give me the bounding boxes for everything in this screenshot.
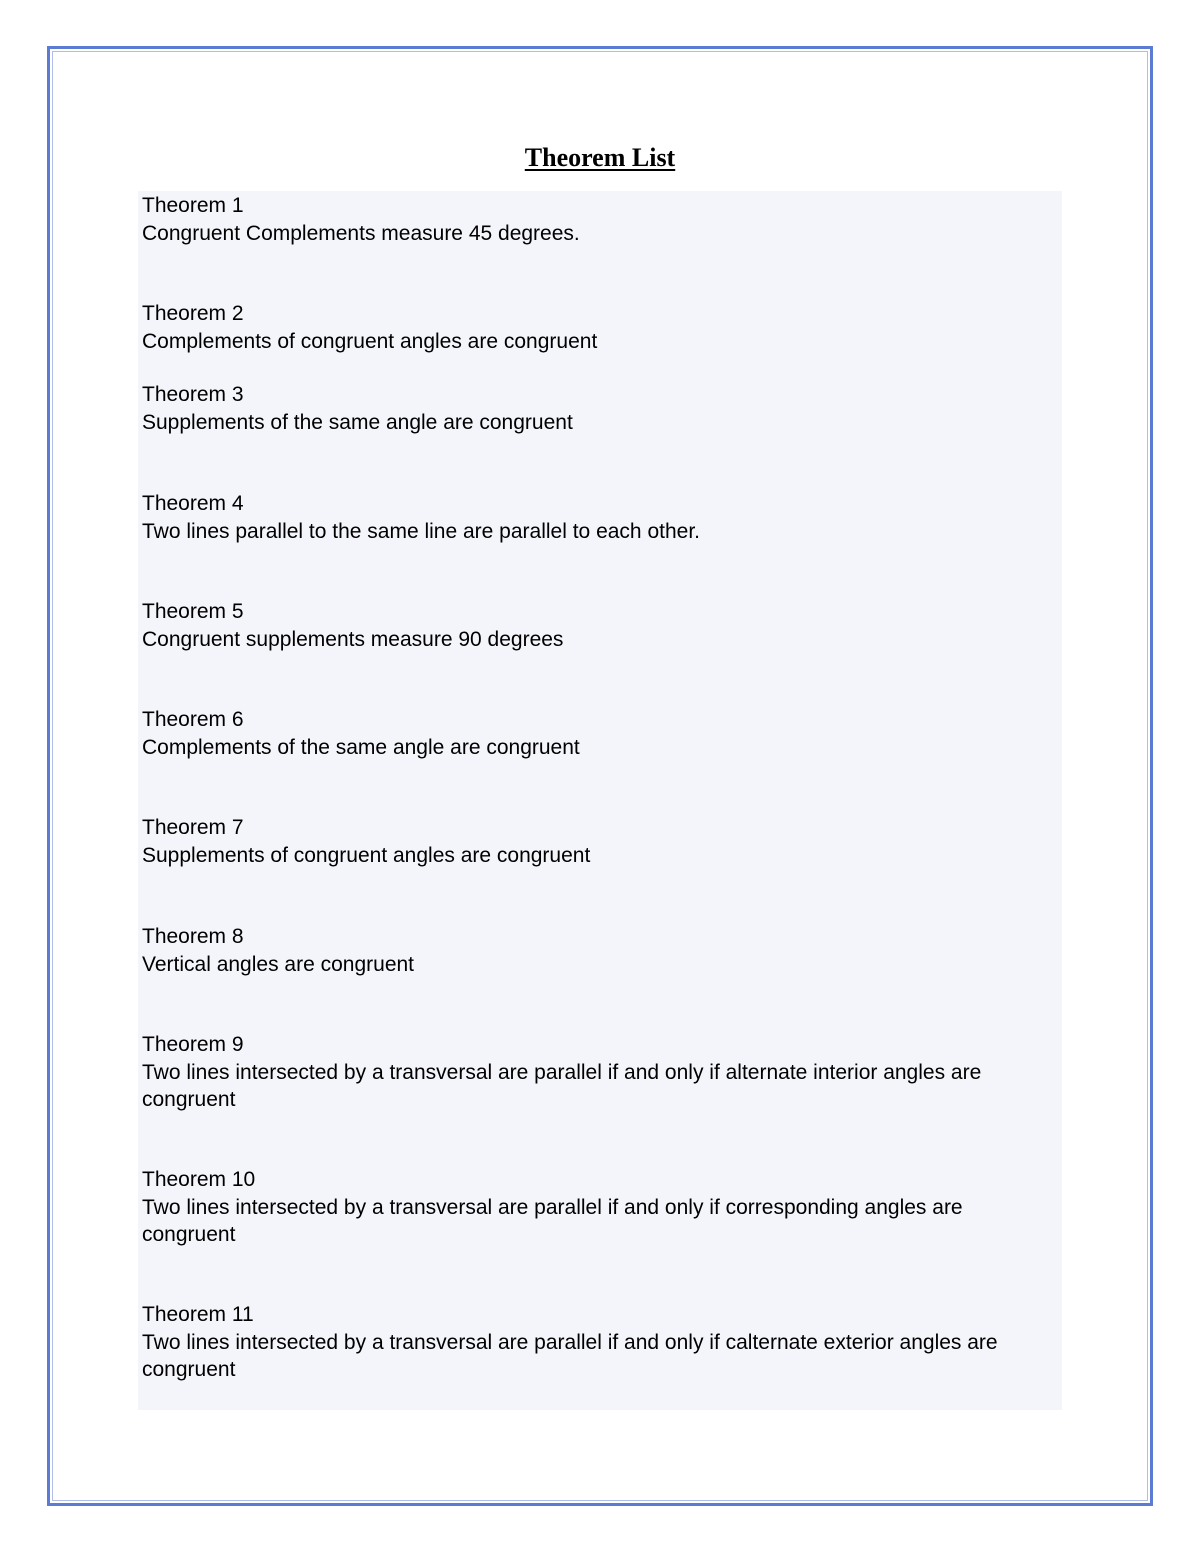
theorem-label: Theorem 10 bbox=[142, 1168, 256, 1191]
theorem-item bbox=[142, 1301, 1057, 1384]
theorem-item bbox=[142, 490, 1057, 545]
theorem-item bbox=[142, 1031, 1057, 1114]
theorem-statement: Congruent Complements measure 45 degrees. bbox=[142, 221, 580, 245]
theorem-label: Theorem 9 bbox=[142, 1033, 244, 1056]
theorem-item bbox=[142, 598, 1057, 653]
theorem-label: Theorem 8 bbox=[142, 925, 244, 948]
theorem-statement: Two lines intersected by a transversal are parallel if and only if corresponding angles are congruent bbox=[142, 1195, 963, 1246]
theorem-label: Theorem 2 bbox=[142, 302, 244, 325]
theorem-label: Theorem 6 bbox=[142, 708, 244, 731]
theorem-item bbox=[142, 923, 1057, 978]
theorem-statement: Supplements of congruent angles are congruent bbox=[142, 843, 591, 867]
theorem-label: Theorem 5 bbox=[142, 600, 244, 623]
theorem-label: Theorem 3 bbox=[142, 383, 244, 406]
theorem-label: Theorem 7 bbox=[142, 816, 244, 839]
theorem-label: Theorem 11 bbox=[142, 1303, 254, 1326]
theorem-item bbox=[142, 192, 1057, 247]
theorem-statement: Two lines parallel to the same line are parallel to each other. bbox=[142, 519, 700, 543]
theorem-item bbox=[142, 814, 1057, 869]
theorem-statement: Vertical angles are congruent bbox=[142, 952, 415, 976]
theorem-item bbox=[142, 706, 1057, 761]
theorem-item bbox=[142, 1166, 1057, 1249]
theorem-label: Theorem 4 bbox=[142, 492, 244, 515]
theorem-statement: Complements of the same angle are congruent bbox=[142, 735, 580, 759]
theorem-statement: Supplements of the same angle are congruent bbox=[142, 410, 573, 434]
theorem-statement: Two lines intersected by a transversal are parallel if and only if alternate interior angles are congruent bbox=[142, 1060, 982, 1111]
theorem-label: Theorem 1 bbox=[142, 194, 244, 217]
theorem-statement: Complements of congruent angles are congruent bbox=[142, 329, 598, 353]
theorem-statement: Congruent supplements measure 90 degrees bbox=[142, 627, 564, 651]
page-title: Theorem List bbox=[524, 143, 676, 172]
theorem-statement: Two lines intersected by a transversal are parallel if and only if calternate exterior angles are congruent bbox=[142, 1330, 998, 1381]
theorem-item bbox=[142, 300, 1057, 355]
theorem-item bbox=[142, 381, 1057, 436]
